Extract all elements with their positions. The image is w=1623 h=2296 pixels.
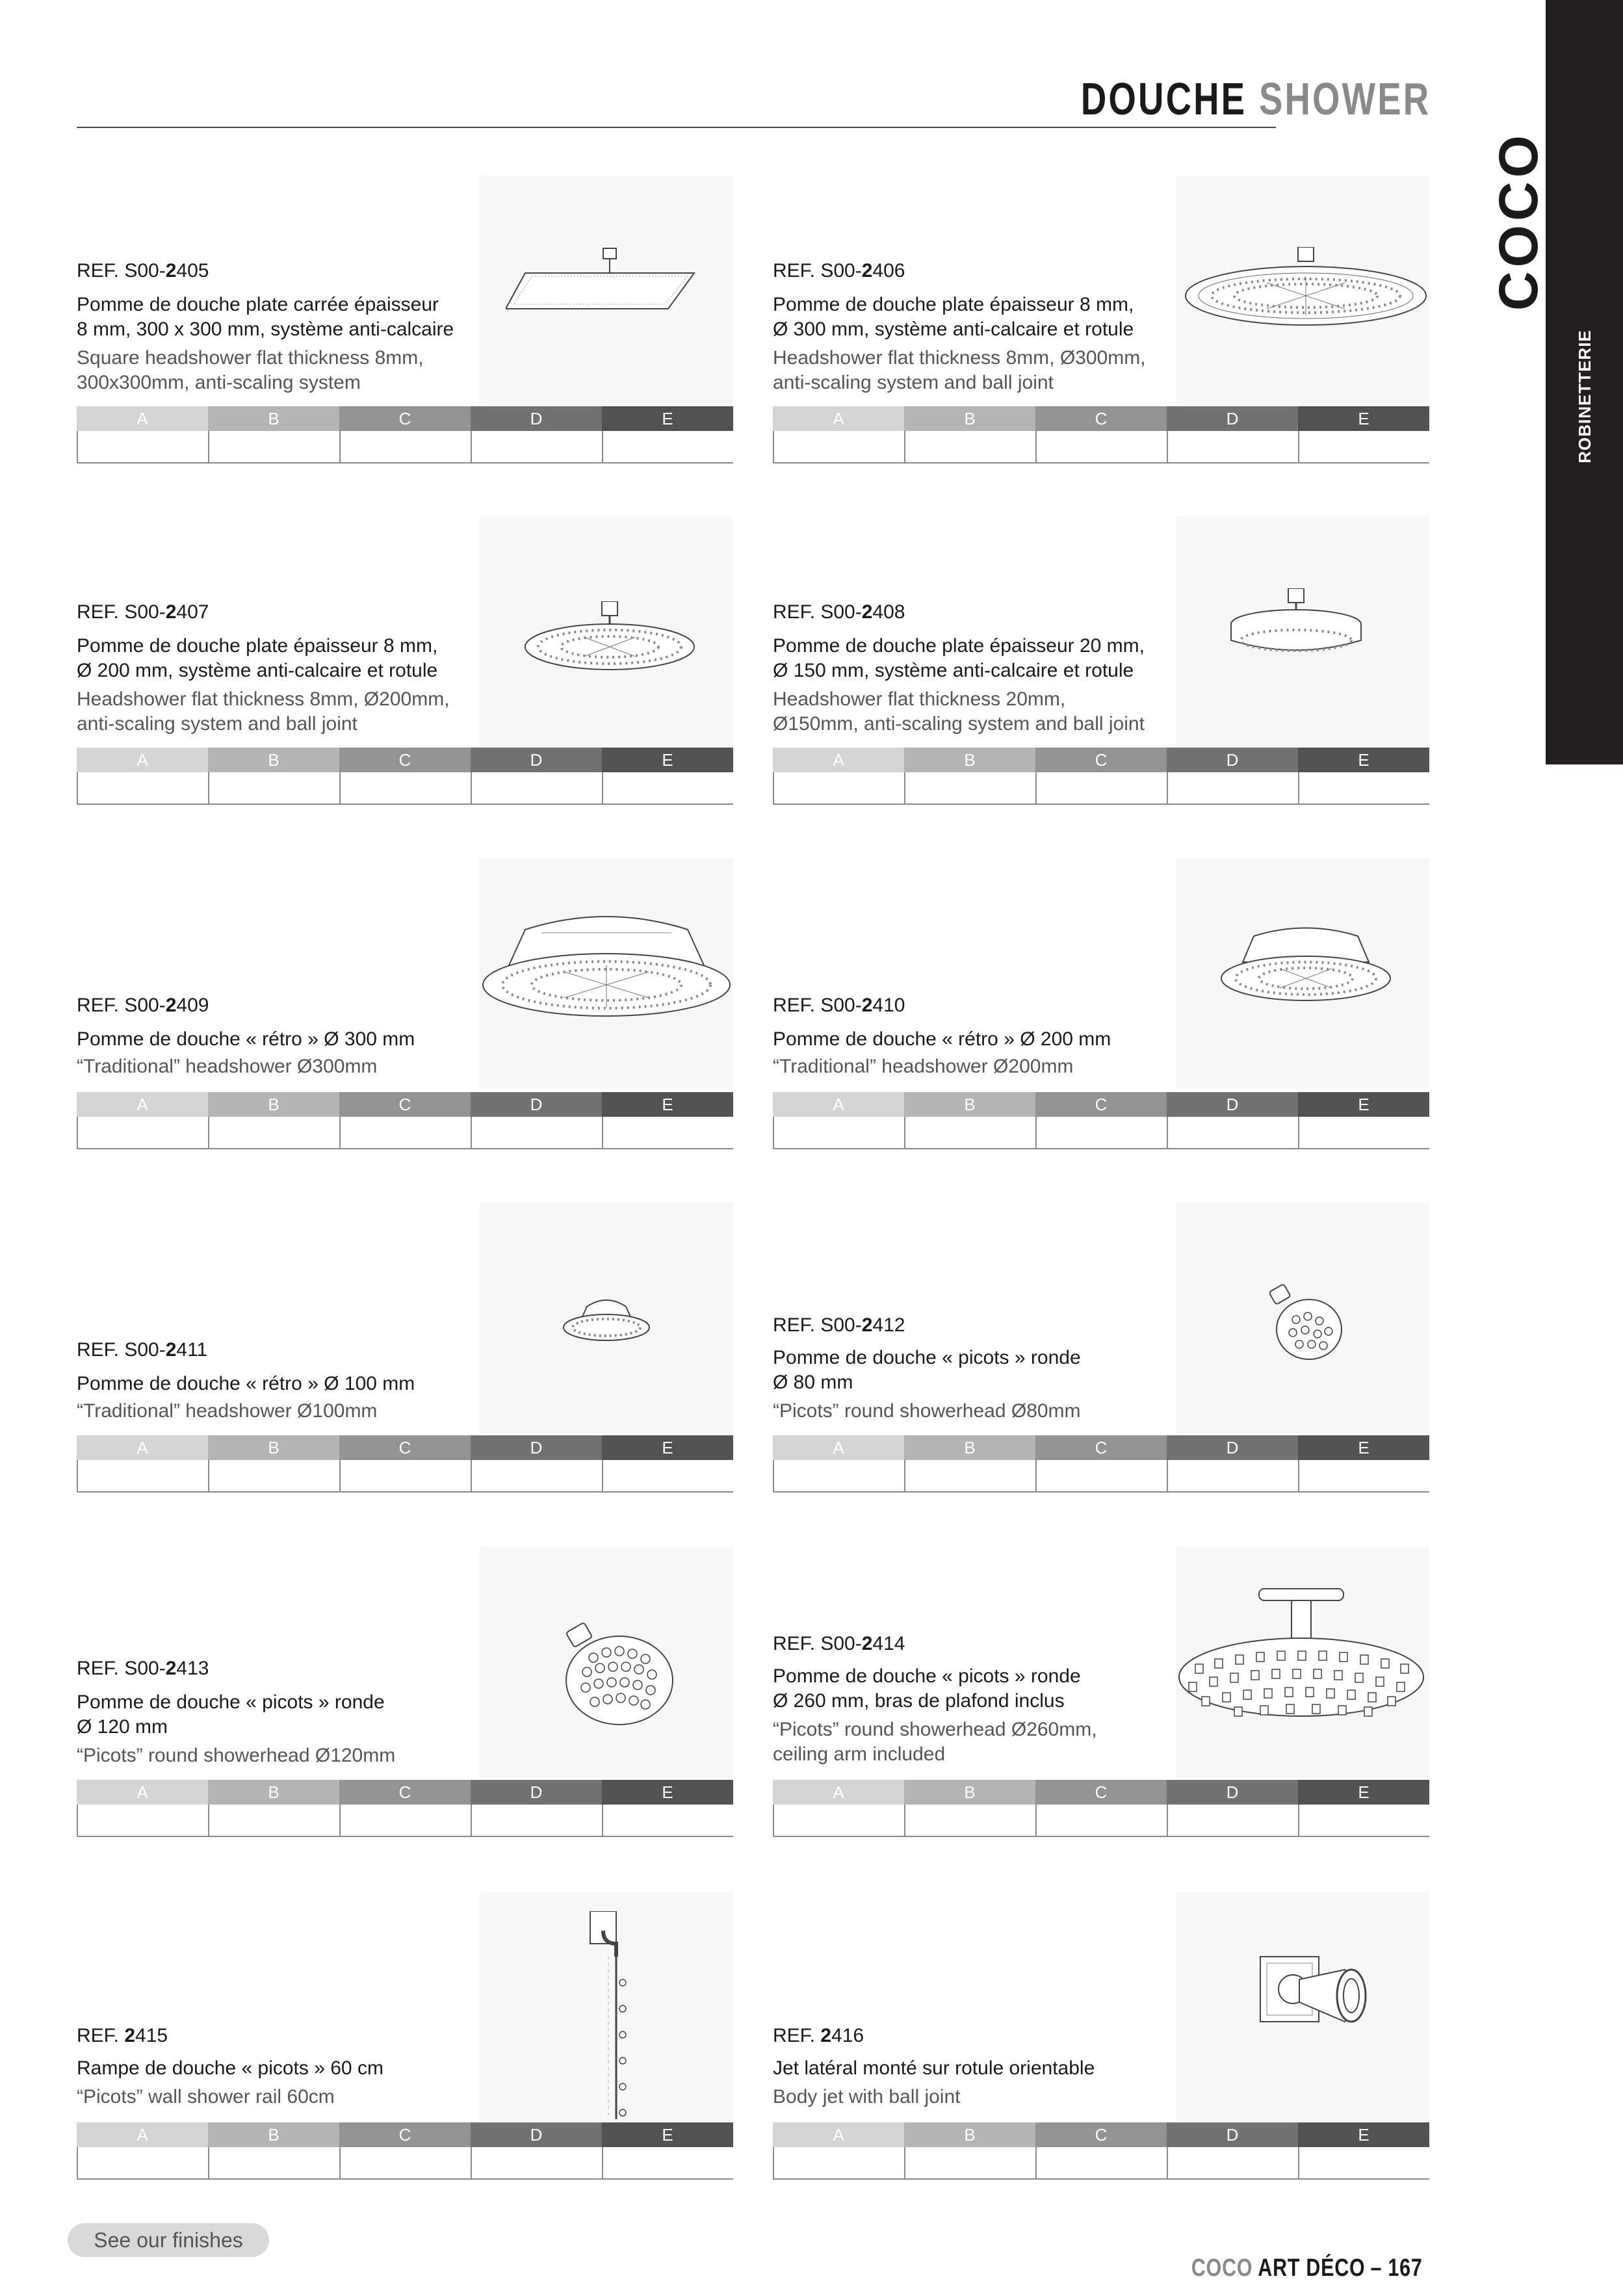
finish-col-c: C <box>339 1435 471 1460</box>
product-description-en: “Traditional” headshower Ø200mm <box>773 1056 1074 1077</box>
finish-col-a: A <box>77 1092 208 1117</box>
finish-table <box>773 1435 1429 1493</box>
finish-cell-e[interactable] <box>1299 2147 1429 2178</box>
finish-cell-e[interactable] <box>1299 1805 1429 1836</box>
finish-cell-a[interactable] <box>78 1460 209 1491</box>
product-ref: REF. S00-2409 <box>77 995 209 1016</box>
finish-col-d: D <box>1167 1092 1298 1117</box>
finish-table <box>77 406 733 463</box>
product-ref: REF. S00-2412 <box>773 1314 905 1336</box>
finish-col-e: E <box>602 748 733 772</box>
product-description-fr: Pomme de douche plate carrée épaisseur 8 mm, 300 x 300 mm, système anti-calcaire <box>77 294 454 340</box>
page-title <box>1081 73 1431 125</box>
finish-cell-e[interactable] <box>603 1117 733 1148</box>
finish-cell-c[interactable] <box>1037 772 1168 803</box>
finish-cell-c[interactable] <box>341 1460 472 1491</box>
wall-shower-rail-icon <box>577 1911 649 2126</box>
finish-col-a: A <box>773 1780 904 1805</box>
finish-cell-b[interactable] <box>905 1117 1037 1148</box>
product-description-fr: Jet latéral monté sur rotule orientable <box>773 2057 1095 2079</box>
finish-cell-e[interactable] <box>1299 772 1429 803</box>
finish-col-c: C <box>339 406 471 431</box>
finish-cell-b[interactable] <box>209 431 341 462</box>
product-ref: REF. S00-2405 <box>77 260 209 281</box>
finish-col-a: A <box>773 2122 904 2147</box>
product-ref: REF. S00-2408 <box>773 601 905 623</box>
finish-cell-a[interactable] <box>78 2147 209 2178</box>
finish-col-b: B <box>208 2122 339 2147</box>
finish-cell-a[interactable] <box>774 431 905 462</box>
finish-col-d: D <box>471 1435 602 1460</box>
finish-col-a: A <box>77 748 208 772</box>
finish-col-b: B <box>904 1092 1035 1117</box>
finish-col-b: B <box>904 406 1035 431</box>
finish-col-a: A <box>773 406 904 431</box>
finish-cell-e[interactable] <box>603 2147 733 2178</box>
retro-headshower-medium-icon <box>1218 923 1394 1014</box>
product-ref: REF. S00-2406 <box>773 260 905 281</box>
finish-cell-d[interactable] <box>1168 1460 1299 1491</box>
product-card <box>77 858 733 1151</box>
product-description-fr: Pomme de douche « rétro » Ø 300 mm <box>77 1028 415 1050</box>
finish-cell-b[interactable] <box>209 2147 341 2178</box>
finish-cell-e[interactable] <box>1299 1117 1429 1148</box>
finish-col-b: B <box>208 1780 339 1805</box>
finish-col-b: B <box>904 748 1035 772</box>
product-ref: REF. S00-2413 <box>77 1658 209 1679</box>
finish-cell-d[interactable] <box>1168 2147 1299 2178</box>
product-description-fr: Pomme de douche plate épaisseur 8 mm, Ø 300 mm, système anti-calcaire et rotule <box>773 294 1134 340</box>
finish-col-c: C <box>1035 1435 1167 1460</box>
finish-cell-c[interactable] <box>1037 2147 1168 2178</box>
product-ref: REF. 2416 <box>773 2025 864 2046</box>
product-description-en: Body jet with ball joint <box>773 2086 961 2107</box>
product-ref: REF. S00-2407 <box>77 601 209 623</box>
product-description-fr: Pomme de douche « picots » ronde Ø 260 mm, bras de plafond inclus <box>773 1665 1081 1712</box>
finish-cell-c[interactable] <box>341 2147 472 2178</box>
finish-cell-a[interactable] <box>774 1460 905 1491</box>
finish-col-e: E <box>602 2122 733 2147</box>
picots-ceiling-showerhead-icon <box>1176 1586 1429 1742</box>
finish-cell-b[interactable] <box>209 772 341 803</box>
finish-col-c: C <box>1035 748 1167 772</box>
finish-cell-a[interactable] <box>774 2147 905 2178</box>
product-card <box>77 1547 733 1836</box>
finish-table <box>773 2122 1429 2180</box>
product-card <box>77 1203 733 1492</box>
page-title-fr: DOUCHE <box>1080 73 1247 124</box>
header-rule <box>77 127 1276 128</box>
finish-col-e: E <box>1298 2122 1429 2147</box>
finish-col-a: A <box>773 1092 904 1117</box>
retro-headshower-small-icon <box>561 1294 652 1346</box>
finish-cell-a[interactable] <box>78 431 209 462</box>
finish-col-c: C <box>1035 406 1167 431</box>
finish-col-d: D <box>471 406 602 431</box>
finish-cell-d[interactable] <box>472 772 603 803</box>
finish-col-b: B <box>904 1780 1035 1805</box>
finish-cell-d[interactable] <box>1168 1805 1299 1836</box>
finish-col-a: A <box>773 748 904 772</box>
finish-col-d: D <box>471 1780 602 1805</box>
finish-cell-d[interactable] <box>1168 1117 1299 1148</box>
finish-cell-c[interactable] <box>341 772 472 803</box>
see-finishes-button[interactable]: See our finishes <box>68 2223 269 2257</box>
finish-cell-d[interactable] <box>472 1117 603 1148</box>
finish-cell-b[interactable] <box>905 1460 1037 1491</box>
product-description-en: “Picots” wall shower rail 60cm <box>77 2086 335 2107</box>
finish-col-c: C <box>1035 2122 1167 2147</box>
finish-col-e: E <box>1298 406 1429 431</box>
product-ref: REF. S00-2411 <box>77 1339 208 1361</box>
product-description-en: Headshower flat thickness 20mm, Ø150mm, anti-scaling system and ball joint <box>773 688 1145 735</box>
retro-headshower-large-icon <box>480 904 733 1027</box>
page-footer <box>1191 2254 1423 2282</box>
finish-col-e: E <box>602 1780 733 1805</box>
finish-cell-c[interactable] <box>1037 1460 1168 1491</box>
finish-cell-c[interactable] <box>1037 1117 1168 1148</box>
product-description-en: “Picots” round showerhead Ø80mm <box>773 1400 1081 1422</box>
finish-cell-e[interactable] <box>603 431 733 462</box>
finish-col-b: B <box>208 1435 339 1460</box>
finish-col-a: A <box>77 1780 208 1805</box>
finish-col-b: B <box>208 1092 339 1117</box>
product-card <box>773 858 1429 1151</box>
finish-col-e: E <box>602 1435 733 1460</box>
finish-col-e: E <box>1298 1092 1429 1117</box>
finish-table <box>773 406 1429 463</box>
finish-cell-e[interactable] <box>603 1805 733 1836</box>
finish-col-e: E <box>602 1092 733 1117</box>
finish-col-b: B <box>208 406 339 431</box>
product-ref: REF. S00-2410 <box>773 995 905 1016</box>
product-description-en: Headshower flat thickness 8mm, Ø300mm, anti-scaling system and ball joint <box>773 347 1146 393</box>
finish-cell-d[interactable] <box>1168 431 1299 462</box>
product-description-en: Headshower flat thickness 8mm, Ø200mm, anti-scaling system and ball joint <box>77 688 450 735</box>
finish-cell-e[interactable] <box>603 1460 733 1491</box>
finish-cell-d[interactable] <box>472 1460 603 1491</box>
finish-col-c: C <box>1035 1780 1167 1805</box>
product-card <box>773 176 1429 465</box>
sidebar-label: ROBINETTERIE <box>1575 330 1594 463</box>
finish-cell-a[interactable] <box>774 772 905 803</box>
finish-cell-d[interactable] <box>472 431 603 462</box>
finish-col-d: D <box>471 1092 602 1117</box>
finish-table <box>773 1092 1429 1149</box>
product-description-fr: Pomme de douche plate épaisseur 8 mm, Ø 200 mm, système anti-calcaire et rotule <box>77 635 438 681</box>
finish-col-b: B <box>904 2122 1035 2147</box>
page-title-en: SHOWER <box>1258 73 1431 124</box>
finish-table <box>77 748 733 805</box>
finish-col-d: D <box>471 2122 602 2147</box>
finish-cell-a[interactable] <box>78 772 209 803</box>
finish-col-c: C <box>1035 1092 1167 1117</box>
finish-cell-d[interactable] <box>472 1805 603 1836</box>
picots-showerhead-medium-icon <box>554 1619 678 1729</box>
finish-col-b: B <box>904 1435 1035 1460</box>
finish-col-c: C <box>339 1780 471 1805</box>
finish-cell-c[interactable] <box>1037 1805 1168 1836</box>
finish-table <box>77 1780 733 1837</box>
finish-cell-c[interactable] <box>341 431 472 462</box>
sidebar-brand: COCO <box>1488 131 1549 311</box>
finish-table <box>773 1780 1429 1837</box>
finish-cell-c[interactable] <box>341 1117 472 1148</box>
product-card <box>773 1203 1429 1492</box>
picots-showerhead-small-icon <box>1264 1281 1348 1365</box>
page-number: – 167 <box>1370 2254 1423 2282</box>
product-card <box>773 517 1429 806</box>
product-card <box>773 1547 1429 1836</box>
finish-table <box>77 1435 733 1493</box>
body-jet-icon <box>1254 1950 1384 2048</box>
finish-col-a: A <box>773 1435 904 1460</box>
finish-col-d: D <box>1167 406 1298 431</box>
finish-col-d: D <box>1167 1780 1298 1805</box>
finish-cell-b[interactable] <box>905 2147 1037 2178</box>
finish-col-d: D <box>1167 748 1298 772</box>
finish-col-c: C <box>339 748 471 772</box>
finish-cell-a[interactable] <box>774 1117 905 1148</box>
product-description-fr: Rampe de douche « picots » 60 cm <box>77 2057 383 2079</box>
finish-cell-a[interactable] <box>78 1117 209 1148</box>
product-description-fr: Pomme de douche « picots » ronde Ø 80 mm <box>773 1347 1081 1393</box>
product-description-en: Square headshower flat thickness 8mm, 300x300mm, anti-scaling system <box>77 347 424 393</box>
finish-table <box>77 1092 733 1149</box>
finish-cell-c[interactable] <box>1037 431 1168 462</box>
product-description-en: “Traditional” headshower Ø300mm <box>77 1056 378 1077</box>
product-card <box>773 1892 1429 2181</box>
finish-table <box>773 748 1429 805</box>
finish-cell-b[interactable] <box>905 772 1037 803</box>
product-description-fr: Pomme de douche « picots » ronde Ø 120 mm <box>77 1691 385 1738</box>
finish-cell-e[interactable] <box>1299 431 1429 462</box>
finish-cell-e[interactable] <box>603 772 733 803</box>
finish-cell-d[interactable] <box>1168 772 1299 803</box>
finish-cell-b[interactable] <box>905 1805 1037 1836</box>
finish-col-e: E <box>1298 748 1429 772</box>
finish-col-c: C <box>339 2122 471 2147</box>
finish-col-b: B <box>208 748 339 772</box>
footer-brand: COCO <box>1191 2254 1253 2282</box>
finish-cell-b[interactable] <box>209 1460 341 1491</box>
finish-col-c: C <box>339 1092 471 1117</box>
finish-col-a: A <box>77 1435 208 1460</box>
product-description-fr: Pomme de douche plate épaisseur 20 mm, Ø 150 mm, système anti-calcaire et rotule <box>773 635 1145 681</box>
finish-col-d: D <box>1167 2122 1298 2147</box>
product-description-fr: Pomme de douche « rétro » Ø 100 mm <box>77 1373 415 1394</box>
product-card <box>77 517 733 806</box>
product-description-en: “Picots” round showerhead Ø260mm, ceiling arm included <box>773 1719 1097 1765</box>
finish-cell-d[interactable] <box>472 2147 603 2178</box>
footer-collection: ART DÉCO <box>1258 2254 1366 2282</box>
finish-table <box>77 2122 733 2180</box>
finish-col-a: A <box>77 2122 208 2147</box>
finish-col-d: D <box>1167 1435 1298 1460</box>
finish-cell-b[interactable] <box>905 431 1037 462</box>
product-description-fr: Pomme de douche « rétro » Ø 200 mm <box>773 1028 1111 1050</box>
finish-col-e: E <box>1298 1780 1429 1805</box>
finish-cell-a[interactable] <box>774 1805 905 1836</box>
finish-cell-b[interactable] <box>209 1805 341 1836</box>
round-headshower-large-icon <box>1182 247 1429 332</box>
product-card <box>77 176 733 465</box>
finish-col-e: E <box>602 406 733 431</box>
product-description-en: “Picots” round showerhead Ø120mm <box>77 1745 396 1766</box>
finish-cell-b[interactable] <box>209 1117 341 1148</box>
finish-col-d: D <box>471 748 602 772</box>
product-card <box>77 1892 733 2181</box>
round-headshower-medium-icon <box>522 601 697 679</box>
product-description-en: “Traditional” headshower Ø100mm <box>77 1400 378 1422</box>
product-ref: REF. 2415 <box>77 2025 168 2046</box>
product-ref: REF. S00-2414 <box>773 1633 905 1654</box>
finish-cell-c[interactable] <box>341 1805 472 1836</box>
finish-col-a: A <box>77 406 208 431</box>
finish-cell-e[interactable] <box>1299 1460 1429 1491</box>
finish-cell-a[interactable] <box>78 1805 209 1836</box>
square-headshower-icon <box>506 247 714 319</box>
round-headshower-small-icon <box>1228 588 1364 666</box>
finish-col-e: E <box>1298 1435 1429 1460</box>
